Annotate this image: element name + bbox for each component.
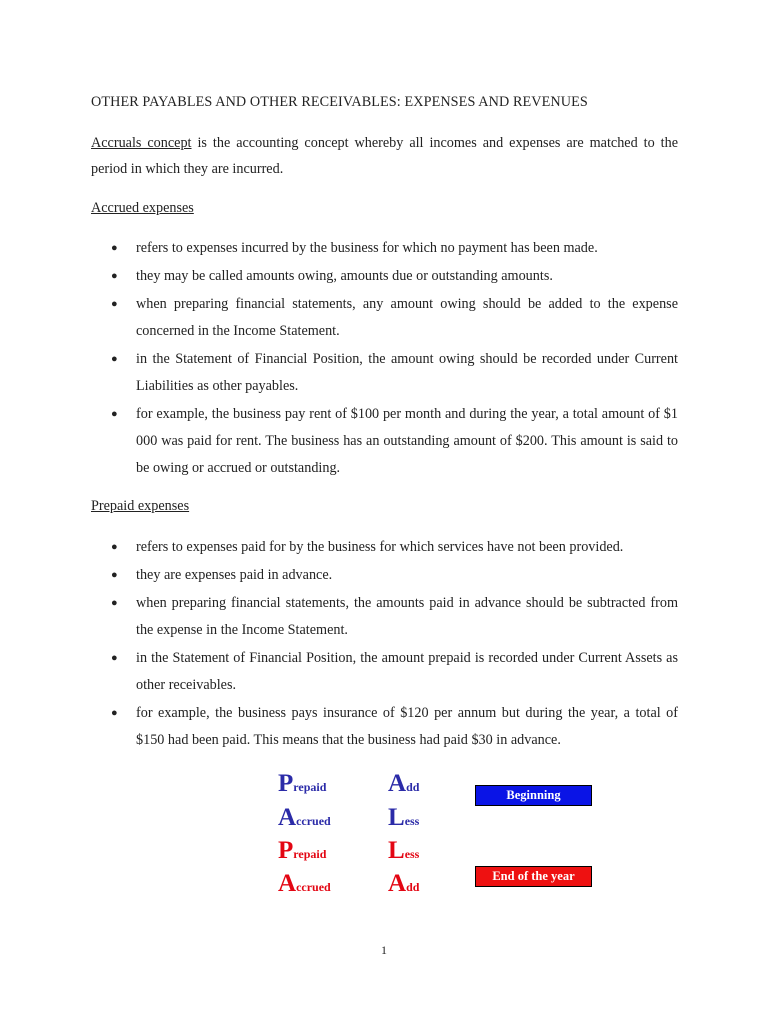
bullet-icon: ● — [111, 270, 118, 282]
list-item: ● when preparing financial statements, any amount owing should be added to the expense concerned in the Income Statement. — [91, 291, 678, 345]
list-item: ● for example, the business pay rent of $100 per month and during the year, a total amount of $1 000 was paid for rent. The business has an outstanding amount of $200. This amount is said to be owing or accrued or outstanding. — [91, 401, 678, 482]
mnemonic-initial: P — [278, 837, 294, 864]
list-item: ● for example, the business pays insurance of $120 per annum but during the year, a total of $150 had been paid. This means that the business had paid $30 in advance. — [91, 700, 678, 754]
page-title: OTHER PAYABLES AND OTHER RECEIVABLES: EXPENSES AND REVENUES — [91, 94, 588, 110]
mnemonic-rest: repaid — [293, 847, 327, 861]
accrued-expenses-list — [91, 235, 678, 483]
mnemonic-row-4-left — [278, 870, 331, 898]
mnemonic-rest: repaid — [293, 780, 327, 794]
mnemonic-row-3-right — [388, 837, 419, 865]
mnemonic-initial: L — [388, 804, 405, 831]
mnemonic-rest: ess — [404, 847, 420, 861]
mnemonic-initial: A — [388, 770, 407, 797]
list-item: ● in the Statement of Financial Position, the amount owing should be recorded under Current Liabilities as other payables. — [91, 346, 678, 400]
prepaid-expenses-list — [91, 534, 678, 755]
list-item: ● in the Statement of Financial Position, the amount prepaid is recorded under Current Assets as other receivables. — [91, 645, 678, 699]
mnemonic-rest: dd — [406, 880, 420, 894]
mnemonic-rest: ccrued — [296, 880, 331, 894]
list-item: ● they may be called amounts owing, amounts due or outstanding amounts. — [91, 263, 678, 290]
list-item: ● refers to expenses incurred by the business for which no payment has been made. — [91, 235, 678, 262]
page-number: 1 — [381, 943, 387, 957]
bullet-icon: ● — [111, 569, 118, 581]
bullet-icon: ● — [111, 597, 118, 609]
mnemonic-row-2-left — [278, 804, 331, 832]
mnemonic-rest: ccrued — [296, 814, 331, 828]
bullet-icon: ● — [111, 298, 118, 310]
accruals-concept-text: is the accounting concept whereby all incomes and expenses are matched to the period in which they are incurred. — [91, 135, 678, 177]
end-of-year-label-box: End of the year — [475, 866, 592, 887]
mnemonic-row-1-left — [278, 770, 326, 798]
mnemonic-initial: A — [278, 804, 297, 831]
beginning-label-box: Beginning — [475, 785, 592, 806]
mnemonic-rest: dd — [406, 780, 420, 794]
accruals-concept-term: Accruals concept — [91, 135, 192, 151]
accruals-concept-paragraph — [91, 130, 678, 182]
mnemonic-initial: A — [388, 870, 407, 897]
mnemonic-row-2-right — [388, 804, 419, 832]
mnemonic-rest: ess — [404, 814, 420, 828]
prepaid-expenses-heading: Prepaid expenses — [91, 498, 190, 514]
mnemonic-initial: L — [388, 837, 405, 864]
mnemonic-initial: P — [278, 770, 294, 797]
list-item: ● when preparing financial statements, the amounts paid in advance should be subtracted from the expense in the Income Statement. — [91, 590, 678, 644]
list-item: ● they are expenses paid in advance. — [91, 562, 678, 589]
bullet-icon: ● — [111, 353, 118, 365]
mnemonic-initial: A — [278, 870, 297, 897]
mnemonic-row-1-right — [388, 770, 419, 798]
bullet-icon: ● — [111, 652, 118, 664]
bullet-icon: ● — [111, 541, 118, 553]
list-item: ● refers to expenses paid for by the business for which services have not been provided. — [91, 534, 678, 561]
bullet-icon: ● — [111, 707, 118, 719]
mnemonic-row-3-left — [278, 837, 326, 865]
accrued-expenses-heading: Accrued expenses — [91, 200, 194, 216]
bullet-icon: ● — [111, 242, 118, 254]
bullet-icon: ● — [111, 408, 118, 420]
mnemonic-row-4-right — [388, 870, 419, 898]
